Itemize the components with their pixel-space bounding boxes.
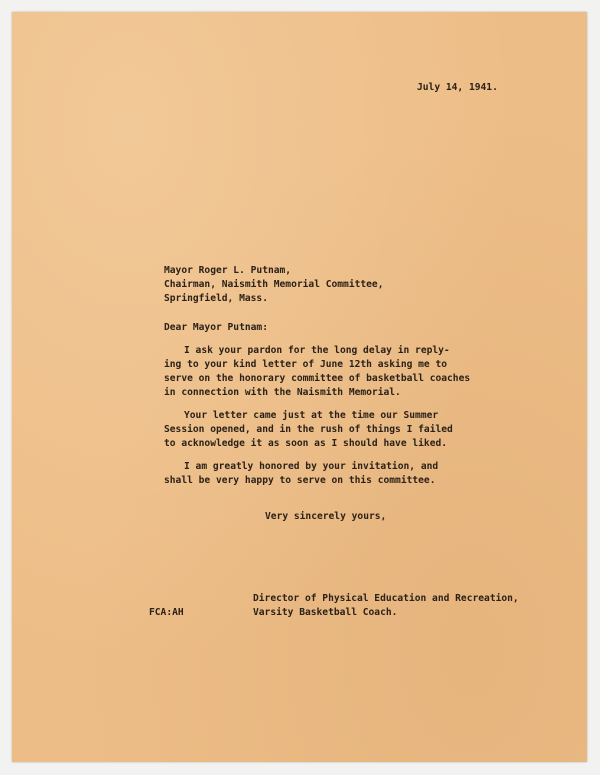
letter-page [12,12,587,762]
paragraph-1-line-4: in connection with the Naismith Memorial. [164,387,401,398]
paragraph-3-line-1: I am greatly honored by your invitation, and [184,461,439,472]
signature-title-1: Director of Physical Education and Recreation, [253,593,519,604]
paragraph-2-line-3: to acknowledge it as soon as I should have liked. [164,438,448,449]
recipient-line-1: Mayor Roger L. Putnam, [164,265,292,276]
paragraph-2-line-1: Your letter came just at the time our Summer [184,410,439,421]
paragraph-3-line-2: shall be very happy to serve on this committee. [164,475,436,486]
paragraph-1-line-2: ing to your kind letter of June 12th asking me to [164,359,448,370]
reference-initials: FCA:AH [149,607,184,618]
paragraph-1-line-1: I ask your pardon for the long delay in reply- [184,345,450,356]
recipient-line-2: Chairman, Naismith Memorial Committee, [164,279,384,290]
closing: Very sincerely yours, [265,511,387,522]
salutation: Dear Mayor Putnam: [164,322,268,333]
letter-date: July 14, 1941. [417,82,498,93]
paragraph-2-line-2: Session opened, and in the rush of things I failed [164,424,453,435]
recipient-line-3: Springfield, Mass. [164,293,268,304]
signature-title-2: Varsity Basketball Coach. [253,607,398,618]
paragraph-1-line-3: serve on the honorary committee of basketball coaches [164,373,471,384]
